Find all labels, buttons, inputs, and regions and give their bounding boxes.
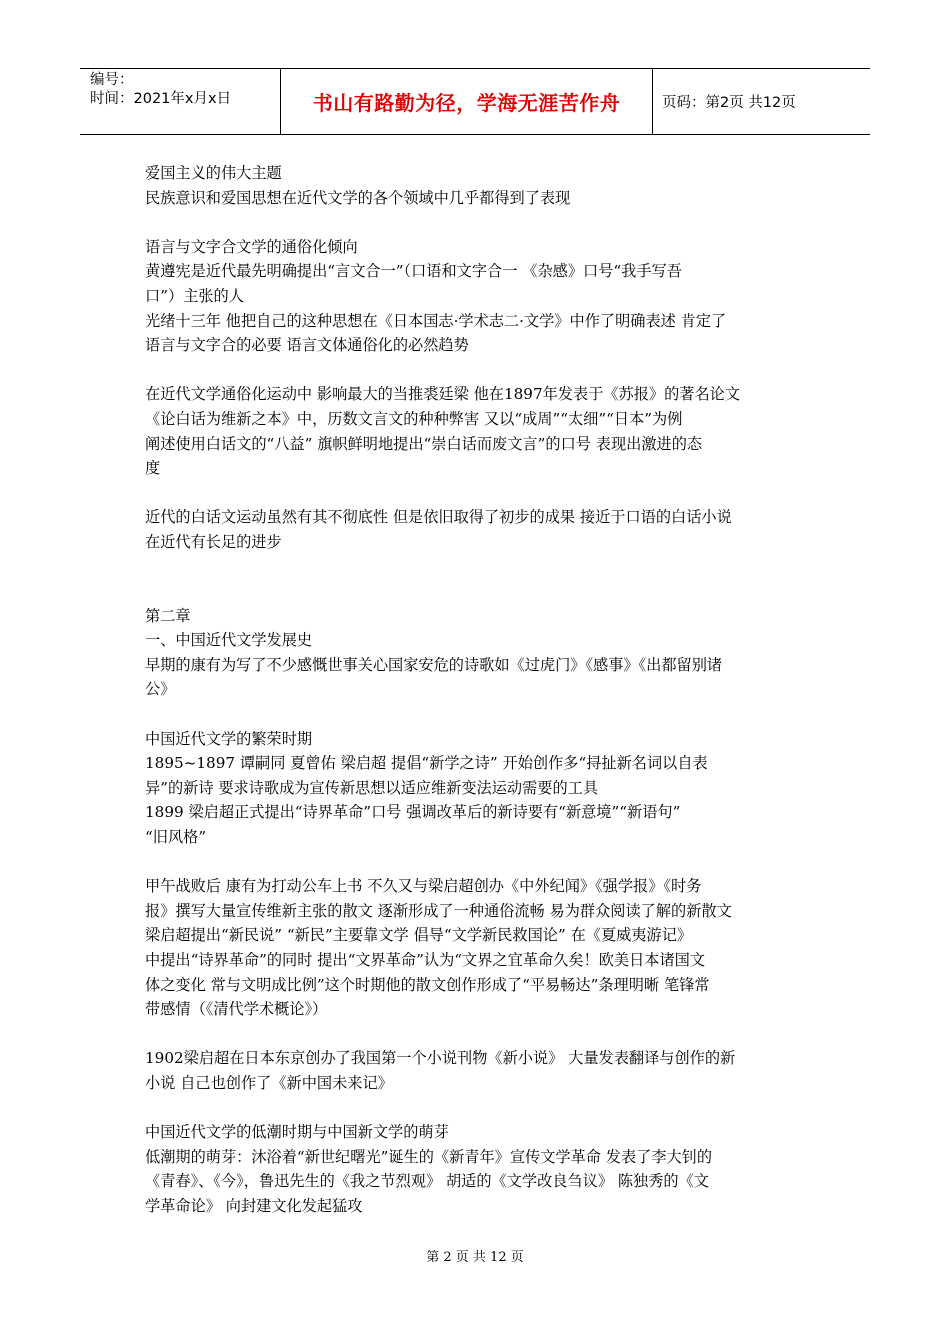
blank-line	[145, 481, 815, 506]
blank-line	[145, 555, 815, 580]
blank-line	[145, 702, 815, 727]
document-time-label: 时间：2021年x月x日	[90, 91, 232, 107]
text-line: 1895~1897 谭嗣同 夏曾佑 梁启超 提倡“新学之诗” 开始创作多“挦扯新名词以自表	[145, 754, 708, 773]
document-code-label: 编号：	[90, 72, 134, 88]
text-line: 黄遵宪是近代最先明确提出“言文合一”（口语和文字合一 《杂感》口号“我手写吾	[145, 262, 682, 281]
text-line: 梁启超提出“新民说” “新民”主要靠文学 倡导“文学新民救国论” 在《夏威夷游记》	[145, 926, 693, 945]
blank-line	[145, 850, 815, 875]
blank-line	[145, 1022, 815, 1047]
text-line: 学革命论》 向封建文化发起猛攻	[145, 1196, 363, 1215]
text-line: 甲午战败后 康有为打动公车上书 不久又与梁启超创办《中外纪闻》《强学报》《时务	[145, 877, 702, 896]
text-line: 中国近代文学的低潮时期与中国新文学的萌芽	[145, 1123, 449, 1142]
text-line: 语言与文字合文学的通俗化倾向	[145, 237, 358, 256]
text-line: 公》	[145, 680, 176, 699]
text-line: 《青春》、《今》，鲁迅先生的《我之节烈观》 胡适的《文学改良刍议》 陈独秀的《文	[145, 1172, 709, 1191]
text-line: 爱国主义的伟大主题	[145, 164, 282, 182]
text-line: 报》撰写大量宣传维新主张的散文 逐渐形成了一种通俗流畅 易为群众阅读了解的新散文	[145, 901, 732, 920]
header-meta	[80, 69, 280, 134]
text-line: 光绪十三年 他把自己的这种思想在《日本国志·学术志二·文学》中作了明确表述 肯定了	[145, 311, 727, 330]
page-header	[80, 68, 870, 135]
header-page-number: 页码：第2页 共12页	[662, 95, 796, 111]
text-line: “旧风格”	[145, 828, 207, 847]
text-line: 中国近代文学的繁荣时期	[145, 729, 313, 748]
text-line: 1899 梁启超正式提出“诗界革命”口号 强调改革后的新诗要有“新意境”“新语句”	[145, 803, 681, 822]
text-line: 一、中国近代文学发展史	[145, 631, 313, 650]
text-line: 早期的康有为写了不少感慨世事关心国家安危的诗歌如《过虎门》《感事》《出都留别诸	[145, 655, 723, 674]
header-motto: 书山有路勤为径，学海无涯苦作舟	[280, 69, 653, 134]
text-line: 第二章	[145, 606, 191, 625]
text-line: 度	[145, 459, 161, 478]
text-line: 阐述使用白话文的“八益” 旗帜鲜明地提出“崇白话而废文言”的口号 表现出激进的态	[145, 434, 703, 453]
text-line: 低潮期的萌芽：沐浴着“新世纪曙光”诞生的《新青年》宣传文学革命 发表了李大钊的	[145, 1147, 713, 1166]
text-line: 中提出“诗界革命”的同时 提出“文界革命”认为“文界之宜革命久矣！欧美日本诸国文	[145, 951, 706, 969]
document-body	[145, 161, 815, 1219]
text-line: 在近代有长足的进步	[145, 532, 282, 551]
text-line: 小说 自己也创作了《新中国未来记》	[145, 1073, 393, 1092]
text-line: 异”的新诗 要求诗歌成为宣传新思想以适应维新变法运动需要的工具	[145, 778, 599, 797]
blank-line	[145, 358, 815, 383]
text-line: 在近代文学通俗化运动中 影响最大的当推裘廷梁 他在1897年发表于《苏报》的著名论文	[145, 385, 741, 404]
text-line: 体之变化 常与文明成比例”这个时期他的散文创作形成了“平易畅达”条理明晰 笔锋常	[145, 975, 710, 994]
text-line: 近代的白话文运动虽然有其不彻底性 但是依旧取得了初步的成果 接近于口语的白话小说	[145, 508, 732, 527]
text-line: 语言与文字合的必要 语言文体通俗化的必然趋势	[145, 336, 469, 355]
text-line: 带感情（《清代学术概论》）	[145, 1000, 328, 1019]
blank-line	[145, 210, 815, 235]
text-line: 《论白话为维新之本》中，历数文言文的种种弊害 又以“成周”“太细”“日本”为例	[145, 409, 683, 428]
text-line: 口”）主张的人	[145, 286, 244, 305]
text-line: 民族意识和爱国思想在近代文学的各个领域中几乎都得到了表现	[145, 188, 571, 207]
page-footer: 第 2 页 共 12 页	[426, 1250, 524, 1265]
text-line: 1902梁启超在日本东京创办了我国第一个小说刊物《新小说》 大量发表翻译与创作的新	[145, 1049, 736, 1068]
blank-line	[145, 579, 815, 604]
blank-line	[145, 1096, 815, 1121]
